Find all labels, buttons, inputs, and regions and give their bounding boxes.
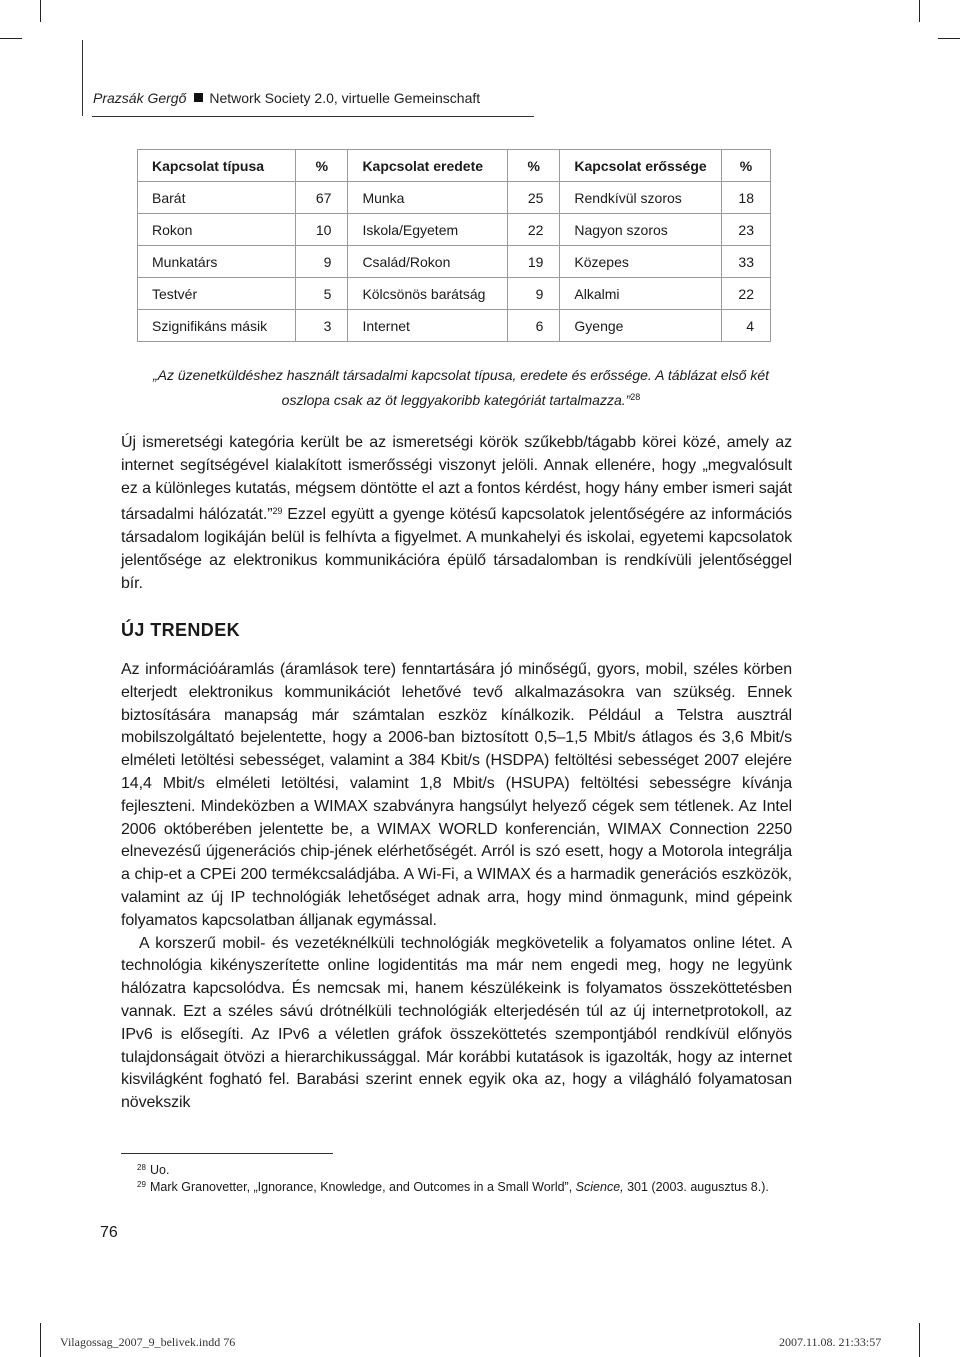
header-title: Network Society 2.0, virtuelle Gemeinschaft — [209, 90, 481, 106]
table-header: % — [296, 150, 348, 182]
footnote — [137, 1162, 792, 1179]
footnote-number: 28 — [137, 1163, 146, 1172]
table-cell: Közepes — [560, 246, 722, 278]
table-row — [138, 278, 771, 310]
table-cell: Rendkívül szoros — [560, 182, 722, 214]
table-cell: Munka — [348, 182, 508, 214]
table-cell: Internet — [348, 310, 508, 342]
table-cell: 67 — [296, 182, 348, 214]
running-header — [93, 90, 480, 106]
table-header: Kapcsolat típusa — [138, 150, 296, 182]
body-section-text — [121, 659, 792, 1115]
table-cell: Nagyon szoros — [560, 214, 722, 246]
table-cell: 18 — [721, 182, 770, 214]
footnote-ref: 29 — [272, 506, 283, 517]
table-header-row — [138, 150, 771, 182]
crop-mark — [40, 0, 41, 22]
table-cell: Kölcsönös barátság — [348, 278, 508, 310]
paragraph-text: Ezzel együtt a gyenge kötésű kapcsolatok jelentőségére az információs társadalom logikáján belül is felhívta a figyelmet. A munkahelyi és iskolai, egyetemi kapcsolatok jelentősége az elektronikus kommunikációra épülő társadalomban is rendkívüli jelentőséggel bír. — [121, 506, 792, 592]
table-cell: Rokon — [138, 214, 296, 246]
table-cell: 10 — [296, 214, 348, 246]
crop-mark — [40, 1323, 41, 1357]
footnotes — [137, 1162, 792, 1196]
table-cell: 9 — [508, 278, 560, 310]
table-row — [138, 182, 771, 214]
table-cell: Gyenge — [560, 310, 722, 342]
table-row — [138, 246, 771, 278]
table-header: Kapcsolat eredete — [348, 150, 508, 182]
table-header: % — [721, 150, 770, 182]
crop-mark — [919, 1323, 920, 1357]
page-number: 76 — [100, 1224, 118, 1241]
footnote-ref: 28 — [630, 392, 641, 402]
footnote-text: Mark Granovetter, „Ignorance, Knowledge, and Outcomes in a Small World”, — [150, 1180, 576, 1194]
crop-mark — [938, 38, 960, 39]
print-slug-file: Vilagossag_2007_9_belivek.indd 76 — [60, 1335, 236, 1349]
table-cell: 22 — [721, 278, 770, 310]
table-cell: 3 — [296, 310, 348, 342]
print-slug-date: 2007.11.08. 21:33:57 — [779, 1335, 882, 1349]
table-cell: 25 — [508, 182, 560, 214]
table-cell: Szignifikáns másik — [138, 310, 296, 342]
table-row — [138, 214, 771, 246]
footnote-text: Uo. — [150, 1163, 170, 1177]
body-paragraph-1 — [121, 432, 792, 596]
table-cell: 4 — [721, 310, 770, 342]
table-cell: 23 — [721, 214, 770, 246]
table-cell: Iskola/Egyetem — [348, 214, 508, 246]
crop-mark — [0, 38, 22, 39]
table-cell: 9 — [296, 246, 348, 278]
paragraph-text: Új ismeretségi kategória került be az ismeretségi körök szűkebb/tágabb körei közé, amely az internet segítségével kialakított ismerősségi viszonyt jelöli. Annak ellenére, hogy „megvalósult ez a különleges kutatás, mégsem döntötte el azt a fontos kérdést, hogy hány ember ismeri saját társadalmi hálózatát.” — [121, 434, 792, 524]
square-bullet-icon — [194, 93, 203, 102]
table-cell: 22 — [508, 214, 560, 246]
section-heading: ÚJ TRENDEK — [121, 620, 241, 640]
table-cell: Alkalmi — [560, 278, 722, 310]
header-rule-vertical — [82, 40, 83, 116]
header-author: Prazsák Gergő — [93, 90, 187, 106]
table-cell: 5 — [296, 278, 348, 310]
footnote-text: 301 (2003. augusztus 8.). — [623, 1180, 769, 1194]
footnote-rule — [121, 1153, 333, 1154]
table-header: % — [508, 150, 560, 182]
footnote-number: 29 — [137, 1180, 146, 1189]
footnote-journal: Science, — [575, 1180, 624, 1194]
paragraph-text: A korszerű mobil- és vezetéknélküli technológiák megkövetelik a folyamatos online létet. A technológia kikényszerítette online logidentitás ma már nem engedi meg, hogy ne legyünk hálózatra kapcsolódva. És nemcsak mi, hanem készülékeink is folyamatos összeköttetésben vannak. Ezt a széles sávú drótnélküli technológiák elterjedésén túl az új internetprotokoll, az IPv6 is elősegíti. Az IPv6 a véletlen gráfok összeköttetés szempontjából rendkívül előnyös tulajdonságait ötvözi a hierarchikussággal. Már korábbi kutatások is igazolták, hogy az internet kisvilágként fogható fel. Barabási szerint ennek egyik oka az, hogy a világháló folyamatosan növekszik — [121, 934, 792, 1112]
table-cell: Munkatárs — [138, 246, 296, 278]
paragraph-text: Az információáramlás (áramlások tere) fenntartására jó minőségű, gyors, mobil, széles körben elterjedt elektronikus kommunikációt lehetővé tevő alkalmazásokra van szükség. Ennek biztosítására manapság már számtalan eszköz kínálkozik. Például a Telstra ausztrál mobilszolgáltató bejelentette, hogy a 2006-ban biztosított 0,5–1,5 Mbit/s átlagos és 3,6 Mbit/s elméleti letöltési sebességet, valamint a 384 Kbit/s (HSDPA) feltöltési sebességet 2007 elejére 14,4 Mbit/s elméleti letöltési, valamint 1,8 Mbit/s (HSUPA) feltöltési sebességre kívánja fejleszteni. Mindeközben a WIMAX szabványra hangsúlyt helyező cégek sem tétlenek. Az Intel 2006 októberében jelentette be, a WIMAX WORLD konferencián, WIMAX Connection 2250 elnevezésű újgenerációs chip-jének elérhetőségét. Arról is szó esett, hogy a Motorola integrálja a chip-et a CPEi 200 termékcsaládjába. A Wi-Fi, a WIMAX és a harmadik generációs eszközök, valamint az új IP technológiák lehetőséget adnak arra, hogy mind önmagunk, mind gépeink folyamatos kapcsolatban álljanak egymással. — [121, 661, 792, 929]
table-cell: 6 — [508, 310, 560, 342]
table-cell: 19 — [508, 246, 560, 278]
table-cell: 33 — [721, 246, 770, 278]
connection-table — [137, 149, 771, 342]
crop-mark — [919, 0, 920, 22]
table-cell: Testvér — [138, 278, 296, 310]
table-caption — [130, 364, 792, 411]
table-cell: Barát — [138, 182, 296, 214]
footnote — [137, 1179, 792, 1196]
header-rule — [92, 116, 534, 117]
table-row — [138, 310, 771, 342]
table-cell: Család/Rokon — [348, 246, 508, 278]
table-header: Kapcsolat erőssége — [560, 150, 722, 182]
caption-text: „Az üzenetküldéshez használt társadalmi kapcsolat típusa, eredete és erőssége. A táblázat első két oszlopa csak az öt leggyakoribb kategóriát tartalmazza.” — [152, 367, 770, 408]
